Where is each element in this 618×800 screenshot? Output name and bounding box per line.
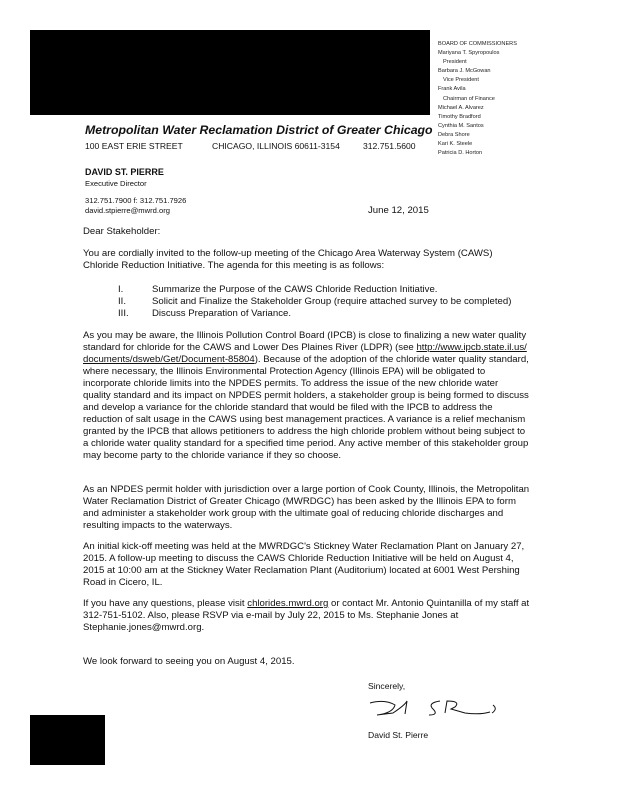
commissioner-role: Vice President: [443, 77, 479, 84]
ipcb-paragraph: [83, 330, 529, 462]
text-line: reduction of salt usage in the CAWS using best management practices. A variance is a relief mechanism: [83, 414, 526, 425]
text-line: You are cordially invited to the follow-up meeting of the Chicago Area Waterway System (CAWS): [83, 248, 493, 259]
text-line: 2015 at 10:00 am at the Stickney Water Reclamation Plant (Auditorium) located at 6001 West Pershing: [83, 565, 520, 576]
street-address: 100 EAST ERIE STREET: [85, 141, 183, 151]
text-line: As an NPDES permit holder with jurisdiction over a large portion of Cook County, Illinois, the Metropolitan: [83, 484, 530, 495]
text-line: 312-751-5102. Also, please RSVP via e-mail by July 22, 2015 to Ms. Stephanie Jones at: [83, 610, 459, 621]
text-line: As you may be aware, the Illinois Pollution Control Board (IPCB) is close to finalizing a new water quality: [83, 330, 527, 341]
signature-name: David St. Pierre: [368, 730, 429, 740]
text-line: a chloride water quality standard for a specified time period. Any active member of this stakeholder group: [83, 438, 529, 449]
commissioner-name: Michael A. Alvarez: [438, 104, 484, 111]
text-span: or contact Mr. Antonio Quintanilla of my staff at: [328, 598, 530, 609]
commissioner-name: Timothy Bradford: [438, 113, 481, 120]
commissioner-name: Frank Avila: [438, 86, 466, 93]
text-line: incorporate chloride limits into the NPDES permits. To address the issue of the new chloride water: [83, 378, 499, 389]
text-line: [83, 342, 529, 354]
agenda-num: II.: [118, 296, 126, 307]
text-line: An initial kick-off meeting was held at the MWRDGC's Stickney Water Reclamation Plant on January 27,: [83, 541, 525, 552]
agenda-text: Summarize the Purpose of the CAWS Chloride Reduction Initiative.: [152, 284, 438, 295]
sender-name: DAVID ST. PIERRE: [85, 167, 164, 177]
city-address: CHICAGO, ILLINOIS 60611-3154: [212, 141, 340, 151]
text-line: Water Reclamation District of Greater Chicago (MWRDGC) has been asked by the Illinois EPA to form: [83, 496, 516, 507]
sender-email: david.stpierre@mwrd.org: [85, 206, 170, 215]
text-line: Road in Cicero, IL.: [83, 577, 163, 588]
text-line: and develop a variance for the chloride standard that would be filed with the IPCB to address the: [83, 402, 493, 413]
commissioner-name: Kari K. Steele: [438, 141, 473, 148]
salutation: Dear Stakeholder:: [83, 226, 161, 237]
ipcb-link[interactable]: http://www.ipcb.state.il.us/: [416, 342, 527, 353]
text-line: [83, 354, 529, 366]
text-line: and administer a stakeholder work group with the ultimate goal of reducing chloride discharges and: [83, 508, 504, 519]
meeting-paragraph: [83, 541, 524, 589]
agenda-num: I.: [118, 284, 124, 295]
text-line: may become party to the chloride variance if they so choose.: [83, 450, 342, 461]
org-name: Metropolitan Water Reclamation District of Greater Chicago: [85, 123, 433, 137]
redacted-block: [30, 715, 105, 765]
sender-phones: 312.751.7900 f: 312.751.7926: [85, 196, 187, 205]
text-line: resulting impacts to the waterways.: [83, 520, 233, 531]
letter-date: June 12, 2015: [368, 205, 429, 216]
commissioner-role: Chairman of Finance: [443, 95, 495, 102]
org-phone: 312.751.5600: [363, 141, 416, 151]
sender-title: Executive Director: [85, 179, 147, 188]
agenda-text: Solicit and Finalize the Stakeholder Group (require attached survey to be completed): [152, 296, 512, 307]
text-span: ). Because of the adoption of the chloride water quality standard,: [254, 354, 529, 365]
text-line: 2015. A follow-up meeting to discuss the CAWS Chloride Reduction Initiative will be held on August 4,: [83, 553, 514, 564]
text-line: Stephanie.jones@mwrd.org.: [83, 622, 205, 633]
contact-paragraph: [83, 598, 529, 634]
text-line: granted by the IPCB that allows petitioners to address the high chloride problem without being subject to: [83, 426, 526, 437]
text-span: standard for chloride for the CAWS and Lower Des Plaines River (LDPR) (see: [83, 342, 417, 353]
signoff: Sincerely,: [368, 681, 406, 691]
intro-paragraph: [83, 248, 493, 272]
text-line: where necessary, the Illinois Environmental Protection Agency (Illinois EPA) will be obligated to: [83, 366, 486, 377]
signature: [365, 695, 505, 723]
redacted-logo-block: [30, 30, 430, 115]
npdes-paragraph: [83, 484, 529, 532]
ipcb-link-cont[interactable]: documents/dsweb/Get/Document-85804: [83, 354, 255, 365]
commissioner-name: Debra Shore: [438, 131, 470, 138]
board-of-commissioners: [438, 40, 517, 158]
text-line: Chloride Reduction Initiative. The agenda for this meeting is as follows:: [83, 260, 385, 271]
commissioner-name: Cynthia M. Santos: [438, 122, 484, 129]
commissioner-name: Barbara J. McGowan: [438, 68, 491, 75]
text-line: [83, 598, 529, 610]
commissioner-role: President: [443, 59, 467, 66]
text-span: If you have any questions, please visit: [83, 598, 248, 609]
agenda-text: Discuss Preparation of Variance.: [152, 308, 291, 319]
commissioner-name: Mariyana T. Spyropoulos: [438, 50, 500, 57]
chlorides-link[interactable]: chlorides.mwrd.org: [247, 598, 329, 609]
agenda-num: III.: [118, 308, 129, 319]
commissioner-name: Patricia D. Horton: [438, 150, 483, 157]
closing-line: We look forward to seeing you on August 4, 2015.: [83, 656, 295, 667]
text-line: quality standard and its impact on NPDES permit holders, a stakeholder group is being formed to discuss: [83, 390, 529, 401]
board-title: BOARD OF COMMISSIONERS: [438, 41, 517, 47]
